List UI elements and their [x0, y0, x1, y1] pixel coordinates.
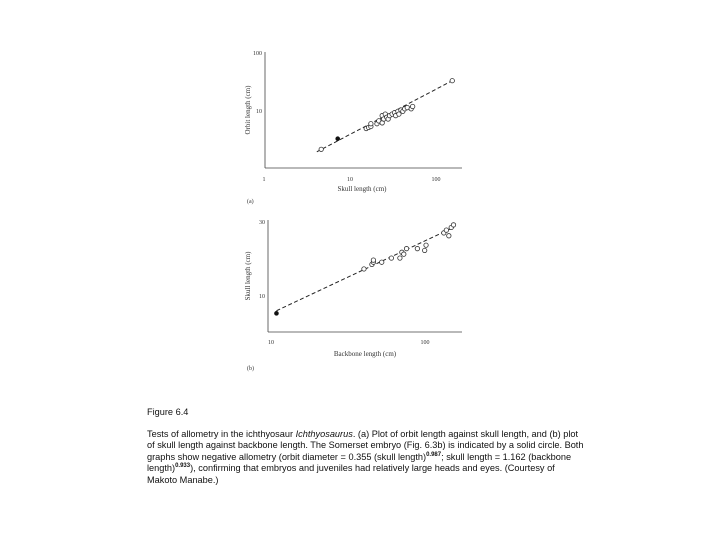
chart-b-data-point	[371, 258, 375, 262]
chart-a-data-point	[319, 147, 323, 151]
chart-b-data-point	[422, 248, 426, 252]
chart-b-data-point	[404, 246, 408, 250]
chart-a-xtick-label: 10	[347, 177, 353, 183]
caption-text-end: ), confirming that embryos and juveniles had relatively large heads and eyes. (Courtesy of Makoto Manabe.)	[147, 463, 555, 485]
chart-b-panel-label: (b)	[247, 366, 254, 372]
chart-b	[244, 220, 462, 372]
chart-b-data-point	[451, 223, 455, 227]
caption-text-mid2: ; skull length = 1.162 (backbone length)	[147, 451, 572, 473]
chart-a-panel-label: (a)	[247, 199, 254, 205]
chart-b-data-point	[362, 267, 366, 271]
chart-b-embryo-point	[274, 311, 279, 316]
chart-b-y-axis-label: Skull length (cm)	[244, 251, 252, 301]
chart-b-data-point	[424, 243, 428, 247]
caption-exponent-1: 0.987	[426, 451, 442, 458]
caption-exponent-2: 0.933	[175, 462, 191, 469]
chart-b-data-point	[380, 260, 384, 264]
chart-b-xtick-label: 100	[420, 340, 430, 346]
chart-a-marks	[317, 79, 455, 152]
chart-a-data-point	[369, 122, 373, 126]
chart-a-ytick-label: 100	[253, 51, 262, 57]
chart-b-marks	[274, 223, 456, 316]
figure-label: Figure 6.4	[147, 407, 189, 417]
chart-b-data-point	[402, 252, 406, 256]
chart-b-data-point	[447, 234, 451, 238]
chart-b-ytick-label: 10	[259, 294, 265, 300]
caption-text-start: Tests of allometry in the ichthyosaur	[147, 428, 296, 439]
chart-b-data-point	[389, 256, 393, 260]
chart-a-data-point	[450, 79, 454, 83]
caption-text	[147, 429, 587, 487]
chart-b-data-point	[415, 246, 419, 250]
chart-b-x-axis-label: Backbone length (cm)	[333, 350, 397, 358]
chart-a-y-axis-label: Orbit length (cm)	[244, 85, 252, 135]
chart-a-data-point	[410, 104, 414, 108]
chart-a-x-axis-label: Skull length (cm)	[337, 185, 387, 193]
chart-b-data-point	[444, 228, 448, 232]
figure-caption	[147, 407, 587, 486]
chart-a-ytick-label: 10	[256, 109, 262, 115]
chart-a	[244, 51, 462, 205]
chart-a-xtick-label: 100	[431, 177, 441, 183]
caption-genus: Ichthyosaurus	[295, 428, 353, 439]
chart-b-data-point	[398, 256, 402, 260]
chart-b-ytick-label: 30	[259, 220, 265, 226]
caption-text-mid1: . (a) Plot of orbit length against skull length, and (b) plot of skull length against backbone length. The Somerset embryo (Fig. 6.3b) is indicated by a solid circle. Both graphs show negative allometry (orbit diameter = 0.355 (skull length)	[147, 428, 584, 462]
chart-a-embryo-point	[335, 136, 340, 141]
chart-a-xtick-label: 1	[262, 177, 266, 183]
chart-b-xtick-label: 10	[268, 340, 274, 346]
